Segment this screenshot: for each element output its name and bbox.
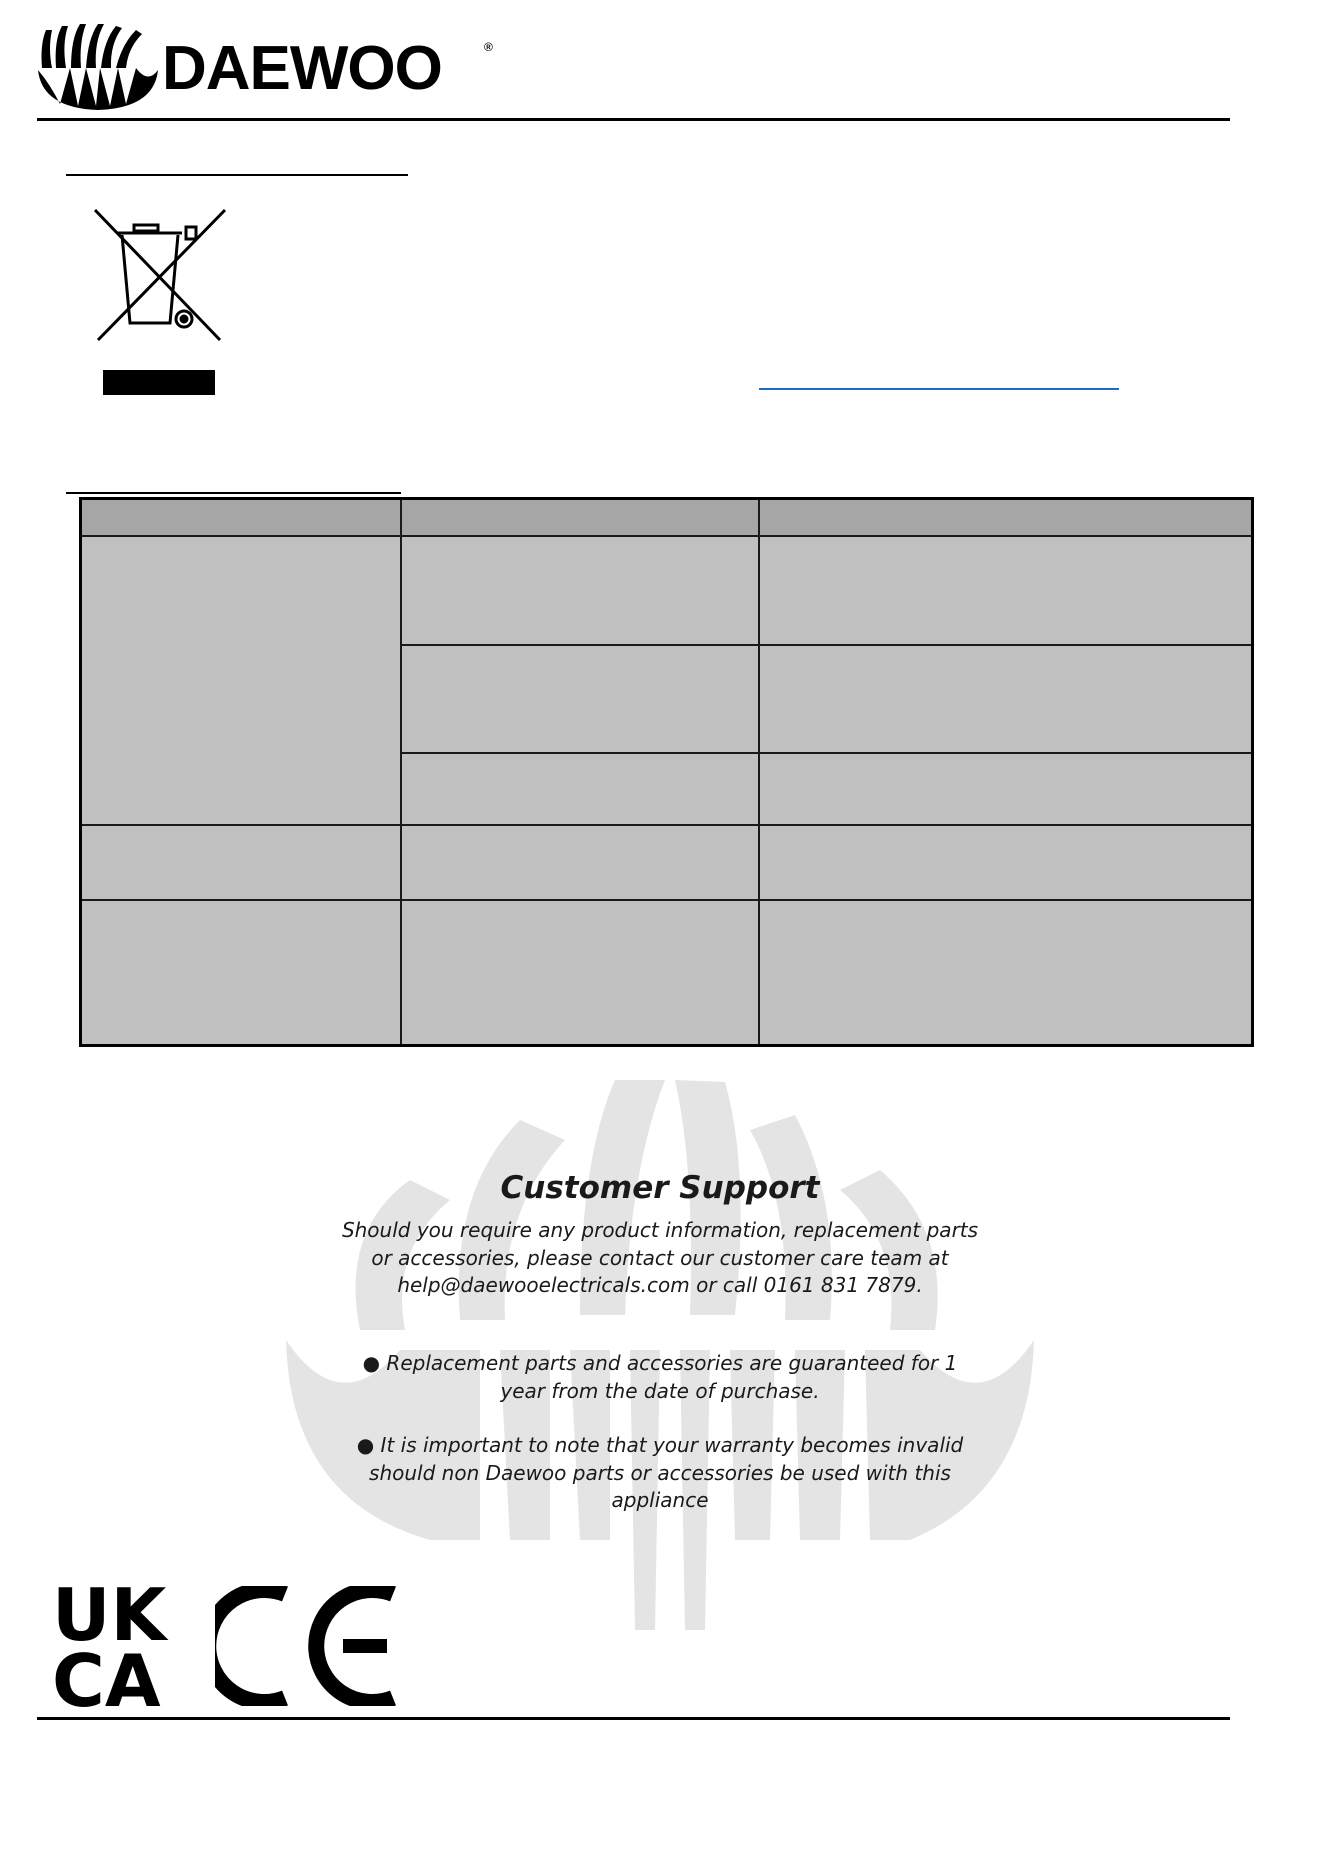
table-cell (401, 645, 759, 753)
section-heading-underline-2 (66, 492, 401, 494)
brand-wordmark: DAEWOO (162, 34, 442, 103)
weee-black-bar (103, 370, 215, 395)
table-row (81, 825, 1253, 899)
table-cell (759, 825, 1253, 899)
ukca-mark-icon (52, 1582, 192, 1712)
ukca-line-1: UK (52, 1582, 167, 1657)
table-cell (401, 536, 759, 644)
table-header-cell (759, 499, 1253, 537)
table-cell (401, 753, 759, 825)
footer-divider (37, 1717, 1230, 1720)
crossed-out-bin-icon (90, 205, 230, 345)
customer-support-bullet-2: ● It is important to note that your warranty becomes invalid should non Daewoo parts or accessories be used with this appliance (356, 1433, 964, 1512)
registered-mark: ® (484, 40, 493, 54)
customer-support-intro: Should you require any product information, replacement parts or accessories, please contact our customer care team at help@daewooelectricals.com or call 0161 831 7879. (341, 1218, 979, 1297)
table-cell (759, 536, 1253, 644)
table-cell (401, 825, 759, 899)
daewoo-logo-icon (38, 24, 158, 110)
recycling-link-underline[interactable] (759, 388, 1119, 390)
table-cell (81, 536, 401, 825)
customer-support-bullet-1: ● Replacement parts and accessories are guaranteed for 1 year from the date of purchase. (362, 1351, 958, 1403)
table-cell (759, 900, 1253, 1046)
troubleshooting-table (79, 497, 1254, 1047)
table-cell (759, 645, 1253, 753)
table-header-row (81, 499, 1253, 537)
table-header-cell (401, 499, 759, 537)
table-cell (401, 900, 759, 1046)
table-row (81, 900, 1253, 1046)
table-cell (759, 753, 1253, 825)
ce-mark-icon (215, 1586, 400, 1706)
header-divider (37, 118, 1230, 121)
customer-support-title: Customer Support (500, 1170, 820, 1206)
table-header-cell (81, 499, 401, 537)
table-cell (81, 825, 401, 899)
table-cell (81, 900, 401, 1046)
table-row (81, 536, 1253, 644)
ukca-line-2: CA (52, 1639, 161, 1712)
section-heading-underline (66, 174, 408, 176)
